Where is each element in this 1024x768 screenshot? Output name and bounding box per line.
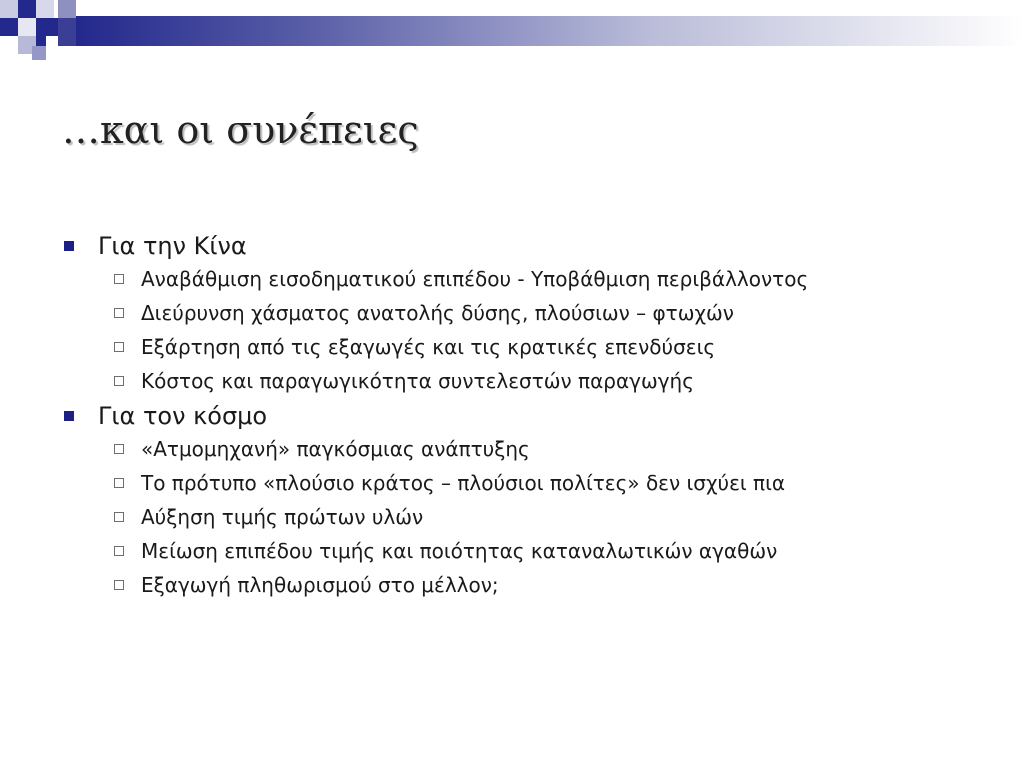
list-item-text: «Ατμομηχανή» παγκόσμιας ανάπτυξης <box>141 437 530 461</box>
header-square <box>18 0 36 18</box>
list-item <box>62 466 1002 500</box>
sub-bullet-list <box>62 432 1002 602</box>
hollow-square-bullet-icon <box>114 546 124 556</box>
square-bullet-icon <box>64 411 74 421</box>
hollow-square-bullet-icon <box>114 444 124 454</box>
header-square <box>58 18 76 46</box>
hollow-square-bullet-icon <box>114 512 124 522</box>
list-item-text: Αύξηση τιμής πρώτων υλών <box>141 505 424 529</box>
list-item <box>62 364 1002 398</box>
header-decoration <box>0 0 1024 62</box>
sub-bullet-list <box>62 262 1002 398</box>
list-item <box>62 262 1002 296</box>
section-heading-text: Για τον κόσμο <box>98 402 268 430</box>
list-item <box>62 432 1002 466</box>
hollow-square-bullet-icon <box>114 478 124 488</box>
section-heading <box>62 400 1002 432</box>
list-item <box>62 330 1002 364</box>
list-item-text: Εξάρτηση από τις εξαγωγές και τις κρατικές επενδύσεις <box>141 335 716 359</box>
list-item-text: Αναβάθμιση εισοδηματικού επιπέδου - Υποβάθμιση περιβάλλοντος <box>141 267 809 291</box>
header-square <box>0 18 18 36</box>
hollow-square-bullet-icon <box>114 274 124 284</box>
square-bullet-icon <box>64 241 74 251</box>
section-heading-text: Για την Κίνα <box>98 232 247 260</box>
list-item-text: Εξαγωγή πληθωρισμού στο μέλλον; <box>141 573 499 597</box>
list-item <box>62 500 1002 534</box>
header-square <box>32 46 46 60</box>
list-item-text: Κόστος και παραγωγικότητα συντελεστών παραγωγής <box>141 369 694 393</box>
hollow-square-bullet-icon <box>114 580 124 590</box>
header-square <box>36 36 46 46</box>
header-square <box>36 18 58 36</box>
slide-title: …και οι συνέπειες <box>62 108 419 152</box>
hollow-square-bullet-icon <box>114 376 124 386</box>
header-gradient-bar <box>76 16 1024 46</box>
list-item <box>62 568 1002 602</box>
header-square <box>58 0 76 18</box>
header-square <box>18 18 36 36</box>
section-heading <box>62 230 1002 262</box>
section-world <box>62 400 1002 602</box>
list-item-text: Το πρότυπο «πλούσιο κράτος – πλούσιοι πολίτες» δεν ισχύει πια <box>141 471 786 495</box>
list-item <box>62 296 1002 330</box>
list-item-text: Διεύρυνση χάσματος ανατολής δύσης, πλούσιων – φτωχών <box>141 301 734 325</box>
list-item-text: Μείωση επιπέδου τιμής και ποιότητας καταναλωτικών αγαθών <box>141 539 778 563</box>
hollow-square-bullet-icon <box>114 308 124 318</box>
header-square <box>36 0 54 18</box>
bullet-content <box>62 228 1002 602</box>
hollow-square-bullet-icon <box>114 342 124 352</box>
section-china <box>62 230 1002 398</box>
header-square <box>0 0 18 18</box>
list-item <box>62 534 1002 568</box>
